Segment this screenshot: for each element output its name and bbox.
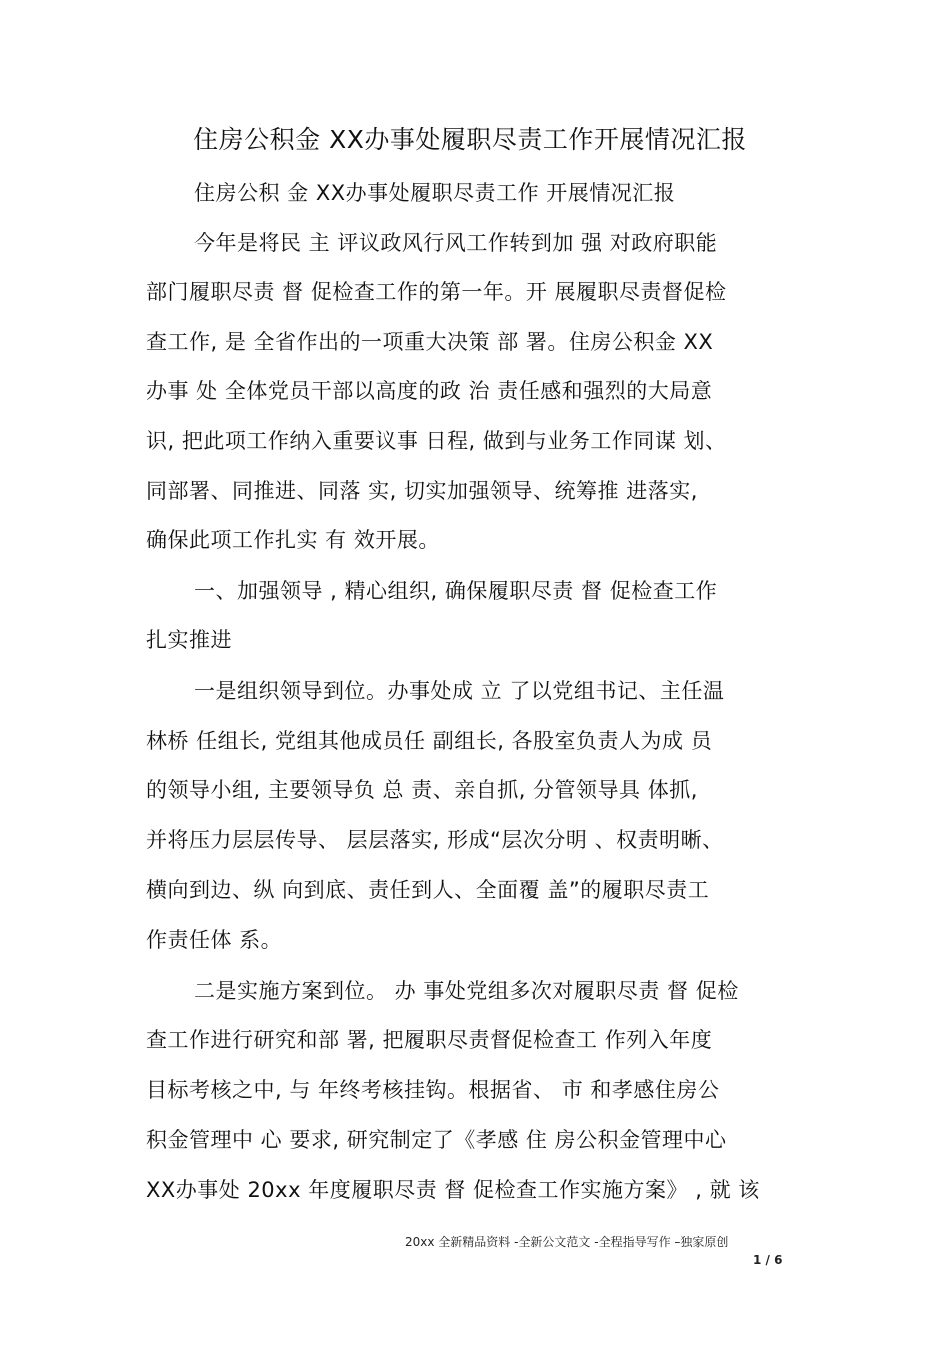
paragraph-line: 横向到边、纵 向到底、责任到人、全面覆 盖”的履职尽责工 — [146, 878, 710, 902]
paragraph-line: 查工作进行研究和部 署, 把履职尽责督促检查工 作列入年度 — [146, 1028, 713, 1052]
section-heading: 一、加强领导 , 精心组织, 确保履职尽责 督 促检查工作 — [194, 579, 718, 603]
paragraph-line: 确保此项工作扎实 有 效开展。 — [146, 528, 440, 552]
paragraph-line: 的领导小组, 主要领导负 总 责、亲自抓, 分管领导具 体抓, — [146, 778, 698, 802]
paragraph-line: 部门履职尽责 督 促检查工作的第一年。开 展履职尽责督促检 — [146, 280, 727, 304]
paragraph-line: 并将压力层层传导、 层层落实, 形成“层次分明 、权责明晰、 — [146, 828, 724, 852]
paragraph-line: 林桥 任组长, 党组其他成员任 副组长, 各股室负责人为成 员 — [146, 729, 713, 753]
page-number: 1 / 6 — [753, 1253, 783, 1267]
subtitle-line: 住房公积 金 XX办事处履职尽责工作 开展情况汇报 — [194, 181, 676, 205]
paragraph-line: XX办事处 20xx 年度履职尽责 督 促检查工作实施方案》 , 就 该 — [146, 1178, 760, 1202]
section-heading: 扎实推进 — [146, 628, 232, 652]
paragraph-line: 今年是将民 主 评议政风行风工作转到加 强 对政府职能 — [194, 231, 718, 255]
paragraph-line: 作责任体 系。 — [146, 928, 283, 952]
paragraph-line: 办事 处 全体党员干部以高度的政 治 责任感和强烈的大局意 — [146, 379, 713, 403]
paragraph-line: 二是实施方案到位。 办 事处党组多次对履职尽责 督 促检 — [194, 979, 739, 1003]
paragraph-line: 一是组织领导到位。办事处成 立 了以党组书记、主任温 — [194, 679, 725, 703]
document-title: 住房公积金 XX办事处履职尽责工作开展情况汇报 — [193, 125, 747, 154]
page-footer: 20xx 全新精品资料 -全新公文范文 -全程指导写作 –独家原创 — [405, 1235, 729, 1249]
paragraph-line: 同部署、同推进、同落 实, 切实加强领导、统筹推 进落实, — [146, 479, 698, 503]
paragraph-line: 识, 把此项工作纳入重要议事 日程, 做到与业务工作同谋 划、 — [146, 429, 727, 453]
paragraph-line: 查工作, 是 全省作出的一项重大决策 部 署。住房公积金 XX — [146, 330, 714, 354]
paragraph-line: 积金管理中 心 要求, 研究制定了《孝感 住 房公积金管理中心 — [146, 1128, 727, 1152]
paragraph-line: 目标考核之中, 与 年终考核挂钩。根据省、 市 和孝感住房公 — [146, 1078, 720, 1102]
